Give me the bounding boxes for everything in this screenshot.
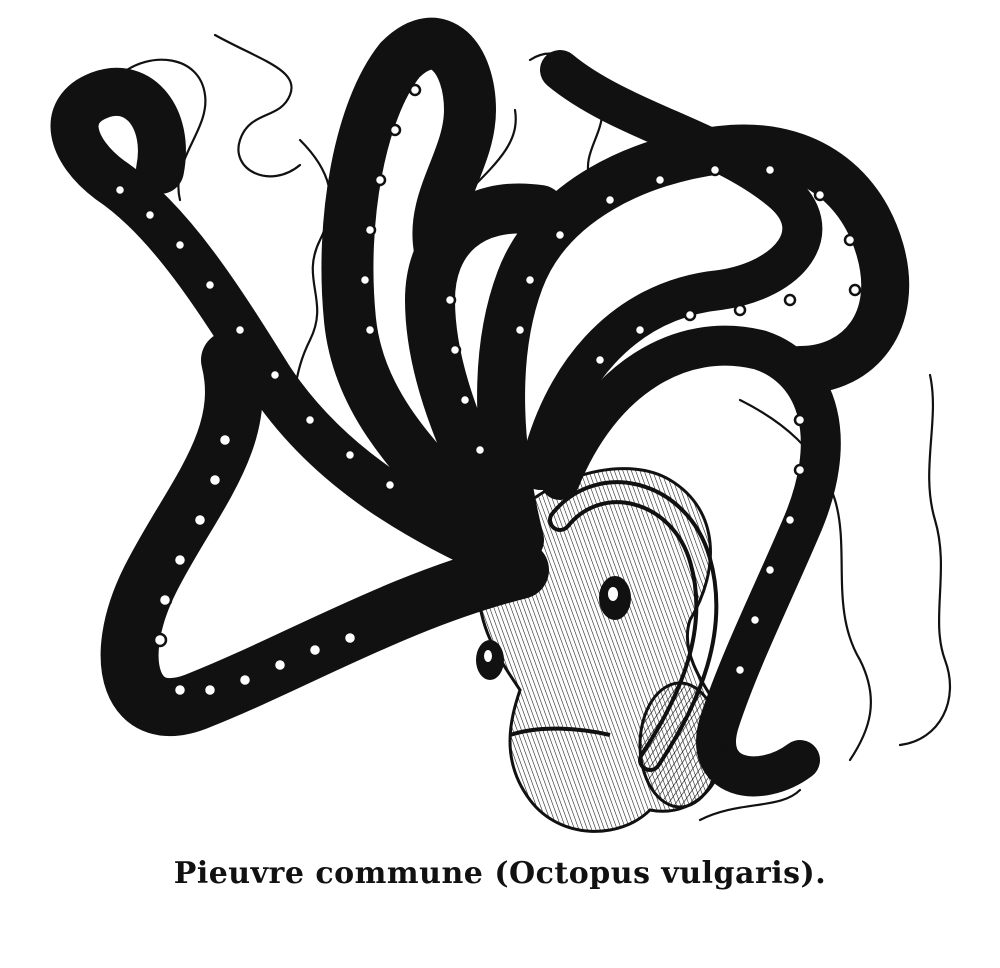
figure-caption bbox=[0, 856, 1000, 891]
trailing-mark: . bbox=[815, 856, 827, 891]
common-name: Pieuvre commune bbox=[173, 856, 484, 891]
octopus-body bbox=[476, 469, 725, 832]
scientific-name: (Octopus vulgaris) bbox=[494, 856, 816, 891]
